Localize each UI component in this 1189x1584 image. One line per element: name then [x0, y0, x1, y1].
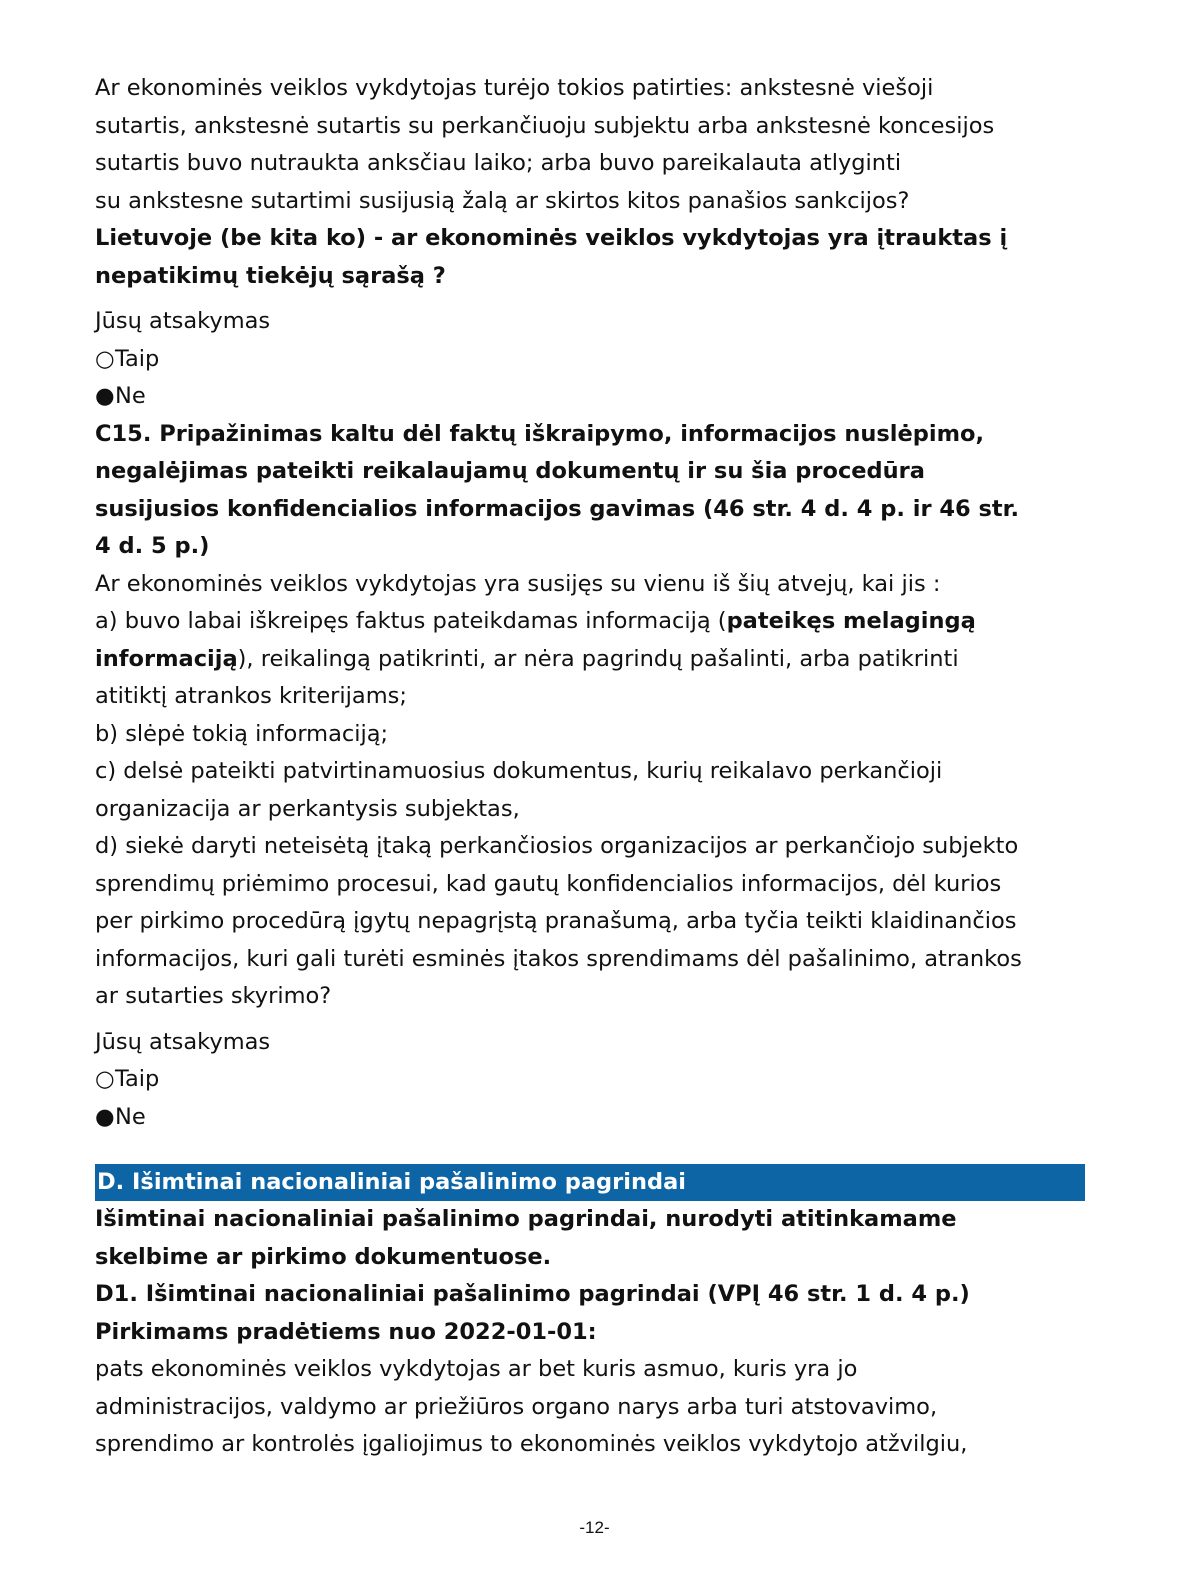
option-text: Ne [115, 383, 146, 409]
section-d-bold-line: D1. Išimtinai nacionaliniai pašalinimo pagrindai (VPĮ 46 str. 1 d. 4 p.) [95, 1281, 970, 1307]
body-line: sutartis, ankstesnė sutartis su perkančiuoju subjektu arba ankstesnė koncesijos [95, 112, 995, 139]
option-text: Taip [115, 1066, 160, 1092]
c15-item-line: organizacija ar perkantysis subjektas, [95, 795, 520, 822]
section-d-bold-line: Pirkimams pradėtiems nuo 2022-01-01: [95, 1318, 597, 1345]
c15-item-line: b) slėpė tokią informaciją; [95, 720, 389, 747]
bold-run: pateikęs melagingą [726, 608, 976, 634]
c15-item-a-line: atitiktį atrankos kriterijams; [95, 683, 407, 709]
radio-empty-icon: ○ [95, 345, 115, 372]
option-text: Ne [115, 1103, 146, 1130]
c15-item-line: sprendimų priėmimo procesui, kad gautų konfidencialios informacijos, dėl kurios [95, 870, 1002, 897]
c15-heading-line: negalėjimas pateikti reikalaujamų dokumentų ir su šia procedūra [95, 458, 925, 484]
answer-option-taip [95, 1061, 1085, 1099]
bold-run: informaciją [95, 645, 238, 672]
section-d-title-bar: D. Išimtinai nacionaliniai pašalinimo pagrindai [95, 1164, 1085, 1201]
bold-note-line: nepatikimų tiekėjų sąrašą ? [95, 262, 446, 289]
answer-label: Jūsų atsakymas [95, 308, 271, 334]
answer-option-ne [95, 1099, 1085, 1137]
c15-question: Ar ekonominės veiklos vykdytojas yra susijęs su vienu iš šių atvejų, kai jis : [95, 570, 941, 597]
option-text: Taip [115, 345, 160, 372]
section-d-bold-line: skelbime ar pirkimo dokumentuose. [95, 1243, 552, 1270]
c15-item-line: c) delsė pateikti patvirtinamuosius dokumentus, kurių reikalavo perkančioji [95, 758, 943, 784]
text-run: ), reikalingą patikrinti, ar nėra pagrindų pašalinti, arba patikrinti [237, 645, 959, 672]
c15-heading-line: C15. Pripažinimas kaltu dėl faktų iškraipymo, informacijos nuslėpimo, [95, 420, 985, 447]
answer-option-taip [95, 341, 1085, 379]
c15-item-line: ar sutarties skyrimo? [95, 983, 332, 1009]
bold-note-line: Lietuvoje (be kita ko) - ar ekonominės veiklos vykdytojas yra įtrauktas į [95, 225, 1008, 251]
radio-filled-icon: ● [95, 383, 115, 409]
radio-filled-icon: ● [95, 1103, 115, 1130]
c15-item-line: d) siekė daryti neteisėtą įtaką perkančiosios organizacijos ar perkančiojo subjekto [95, 833, 1019, 859]
answer-label: Jūsų atsakymas [95, 1028, 271, 1055]
answer-option-ne [95, 378, 1085, 416]
body-line: Ar ekonominės veiklos vykdytojas turėjo tokios patirties: ankstesnė viešoji [95, 75, 934, 101]
body-line: sutartis buvo nutraukta anksčiau laiko; arba buvo pareikalauta atlyginti [95, 150, 902, 176]
c15-heading-line: 4 d. 5 p.) [95, 533, 210, 559]
section-d-text-line: sprendimo ar kontrolės įgaliojimus to ekonominės veiklos vykdytojo atžvilgiu, [95, 1431, 968, 1457]
c15-heading-line: susijusios konfidencialios informacijos gavimas (46 str. 4 d. 4 p. ir 46 str. [95, 495, 1020, 522]
document-content [95, 70, 1085, 1464]
section-d-text-line: pats ekonominės veiklos vykdytojas ar bet kuris asmuo, kuris yra jo [95, 1356, 858, 1382]
text-run: a) buvo labai iškreipęs faktus pateikdamas informaciją ( [95, 608, 727, 634]
body-line: su ankstesne sutartimi susijusią žalą ar skirtos kitos panašios sankcijos? [95, 187, 910, 214]
page-number: -12- [579, 1518, 610, 1537]
radio-empty-icon: ○ [95, 1066, 115, 1092]
c15-item-a-line [95, 641, 1085, 679]
section-d-text-line: administracijos, valdymo ar priežiūros organo narys arba turi atstovavimo, [95, 1393, 938, 1420]
c15-item-line: per pirkimo procedūrą įgytų nepagrįstą pranašumą, arba tyčia teikti klaidinančios [95, 908, 1017, 934]
c15-item-line: informacijos, kuri gali turėti esminės įtakos sprendimams dėl pašalinimo, atrankos [95, 945, 1022, 972]
c15-item-a-line [95, 603, 1085, 641]
section-d-bold-line: Išimtinai nacionaliniai pašalinimo pagrindai, nurodyti atitinkamame [95, 1206, 957, 1232]
